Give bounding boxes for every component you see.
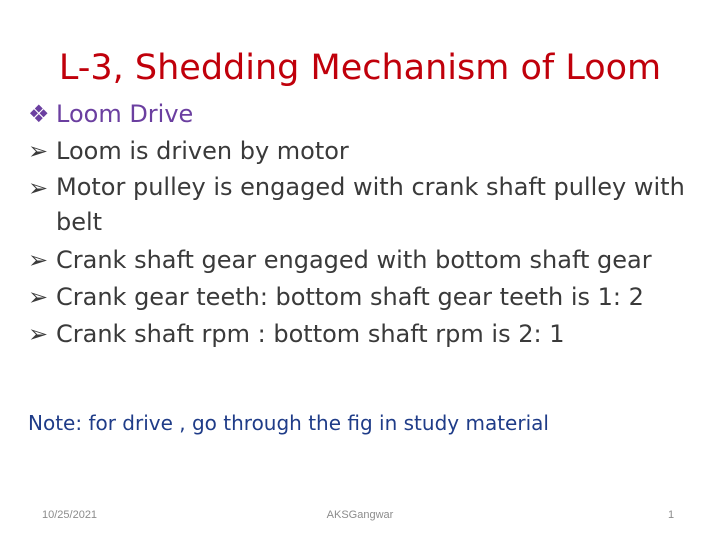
bullet-item <box>28 133 708 170</box>
bullet-text: Motor pulley is engaged with crank shaft pulley with belt <box>56 173 685 236</box>
bullet-item <box>28 279 708 316</box>
footer-author: AKSGangwar <box>326 509 394 521</box>
arrow-bullet-icon: ➢ <box>28 320 49 348</box>
bullet-item <box>28 242 708 279</box>
note-text: Note: for drive , go through the fig in study material <box>28 411 549 435</box>
section-heading <box>28 96 708 133</box>
bullet-list <box>28 96 708 353</box>
bullet-item <box>28 170 708 242</box>
section-heading-text: Loom Drive <box>56 100 194 128</box>
arrow-bullet-icon: ➢ <box>28 283 49 311</box>
diamond-bullet-icon: ❖ <box>28 100 50 128</box>
footer-page-number: 1 <box>668 509 675 521</box>
arrow-bullet-icon: ➢ <box>28 137 49 165</box>
bullet-text: Crank gear teeth: bottom shaft gear teeth is 1: 2 <box>56 283 644 311</box>
bullet-text: Crank shaft rpm : bottom shaft rpm is 2: 1 <box>56 320 565 348</box>
slide-title: L-3, Shedding Mechanism of Loom <box>58 48 662 88</box>
bullet-text: Crank shaft gear engaged with bottom shaft gear <box>56 246 652 274</box>
arrow-bullet-icon: ➢ <box>28 246 49 274</box>
bullet-item <box>28 316 708 353</box>
footer-date: 10/25/2021 <box>42 509 98 521</box>
bullet-text: Loom is driven by motor <box>56 137 349 165</box>
arrow-bullet-icon: ➢ <box>28 174 49 202</box>
